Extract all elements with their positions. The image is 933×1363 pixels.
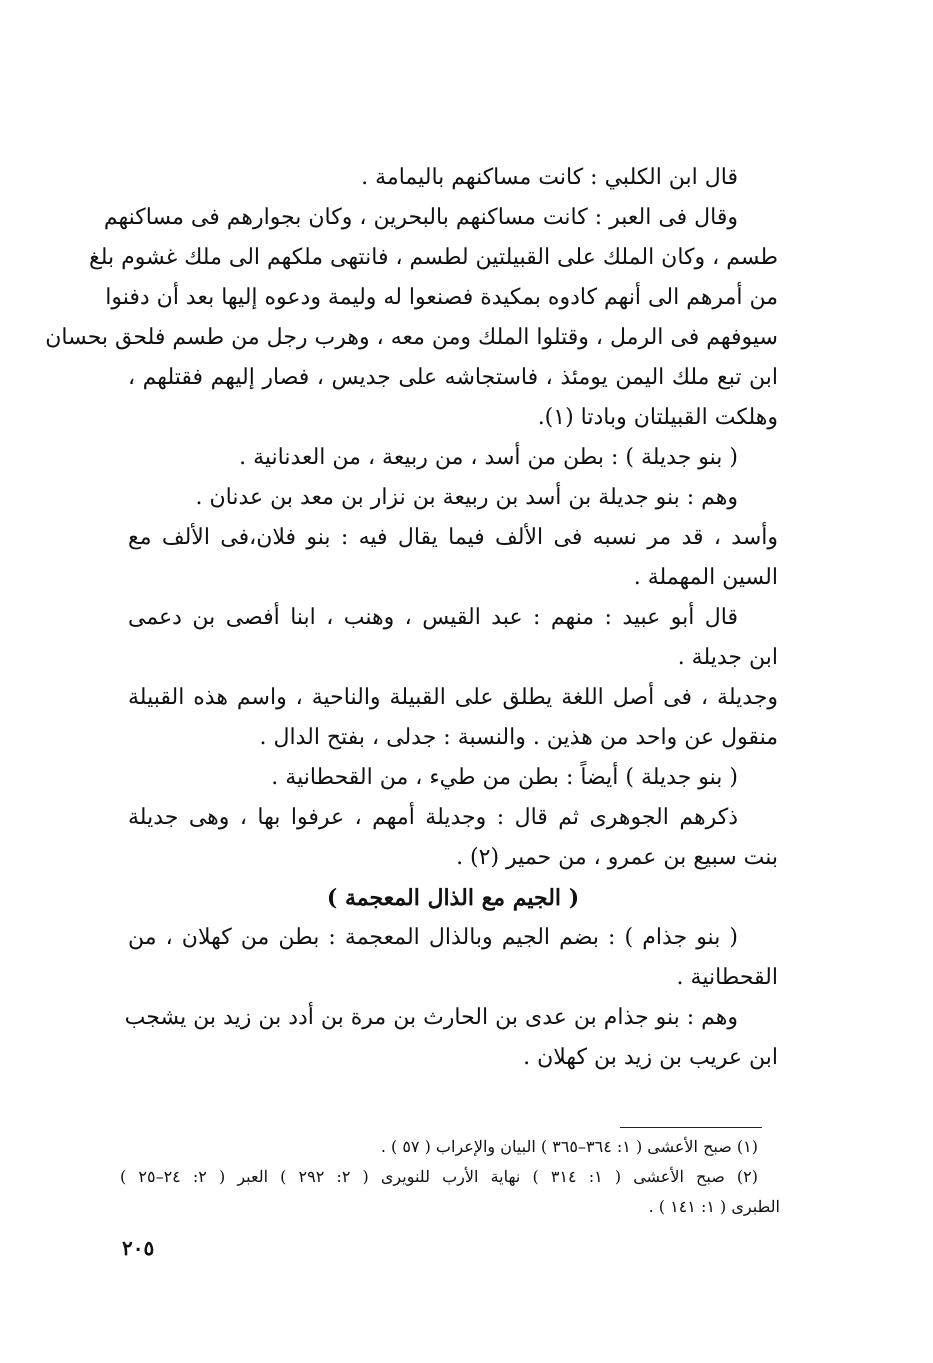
text-line: سيوفهم فى الرمل ، وقتلوا الملك ومن معه ، وهرب رجل من طسم فلحق بحسان — [45, 325, 778, 350]
text-line: ( بنو جديلة ) : بطن من أسد ، من ربيعة ، من العدنانية . — [239, 445, 738, 470]
footnote-2: (٢) صبح الأعشى ( ١: ٣١٤ ) نهاية الأرب للنويرى ( ٢: ٢٩٢ ) العبر ( ٢: ٢٤–٢٥ ) — [120, 1167, 758, 1186]
footnote-2-continued: الطبرى ( ١: ١٤١ ) . — [648, 1197, 780, 1216]
text-line: بنت سبيع بن عمرو ، من حمير (٢) . — [456, 845, 778, 870]
page-number: ٢٠٥ — [122, 1236, 155, 1260]
footnote-divider — [620, 1127, 762, 1128]
section-heading: ( الجيم مع الذال المعجمة ) — [326, 885, 580, 911]
text-line: ( بنو جذام ) : بضم الجيم وبالذال المعجمة : بطن من كهلان ، من — [128, 925, 738, 950]
text-line: وهلكت القبيلتان وبادتا (١). — [537, 405, 778, 430]
main-text — [45, 158, 778, 1078]
text-line: قال ابن الكلبي : كانت مساكنهم باليمامة . — [361, 165, 738, 190]
text-line: ( بنو جديلة ) أيضاً : بطن من طيء ، من القحطانية . — [271, 765, 738, 790]
text-line: وأسد ، قد مر نسبه فى الألف فيما يقال فيه : بنو فلان،فى الألف مع — [128, 525, 778, 550]
text-line: طسم ، وكان الملك على القبيلتين لطسم ، فانتهى ملكهم الى ملك غشوم بلغ — [89, 245, 778, 270]
text-line: من أمرهم الى أنهم كادوه بمكيدة فصنعوا له وليمة ودعوه إليها بعد أن دفنوا — [105, 285, 778, 310]
text-line: ابن عريب بن زيد بن كهلان . — [523, 1045, 778, 1070]
text-line: وهم : بنو جديلة بن أسد بن ربيعة بن نزار بن معد بن عدنان . — [195, 485, 738, 510]
text-line: وقال فى العبر : كانت مساكنهم بالبحرين ، وكان بجوارهم فى مساكنهم — [103, 205, 738, 230]
footnotes — [120, 1132, 780, 1222]
text-line: قال أبو عبيد : منهم : عبد القيس ، وهنب ، ابنا أفصى بن دعمى — [128, 605, 738, 630]
footnote-1: (١) صبح الأعشى ( ١: ٣٦٤–٣٦٥ ) البيان والإعراب ( ٥٧ ) . — [380, 1137, 758, 1156]
text-line: ذكرهم الجوهرى ثم قال : وجديلة أمهم ، عرفوا بها ، وهى جديلة — [128, 805, 738, 830]
text-line: وجديلة ، فى أصل اللغة يطلق على القبيلة والناحية ، واسم هذه القبيلة — [128, 685, 778, 710]
text-line: منقول عن واحد من هذين . والنسبة : جدلى ، بفتح الدال . — [259, 725, 778, 750]
text-line: ابن جديلة . — [677, 645, 778, 670]
text-line: السين المهملة . — [633, 565, 778, 590]
text-line: ابن تبع ملك اليمن يومئذ ، فاستجاشه على جديس ، فصار إليهم فقتلهم ، — [128, 365, 778, 390]
text-line: وهم : بنو جذام بن عدى بن الحارث بن مرة بن أدد بن زيد بن يشجب — [124, 1005, 738, 1030]
text-line: القحطانية . — [676, 965, 778, 990]
